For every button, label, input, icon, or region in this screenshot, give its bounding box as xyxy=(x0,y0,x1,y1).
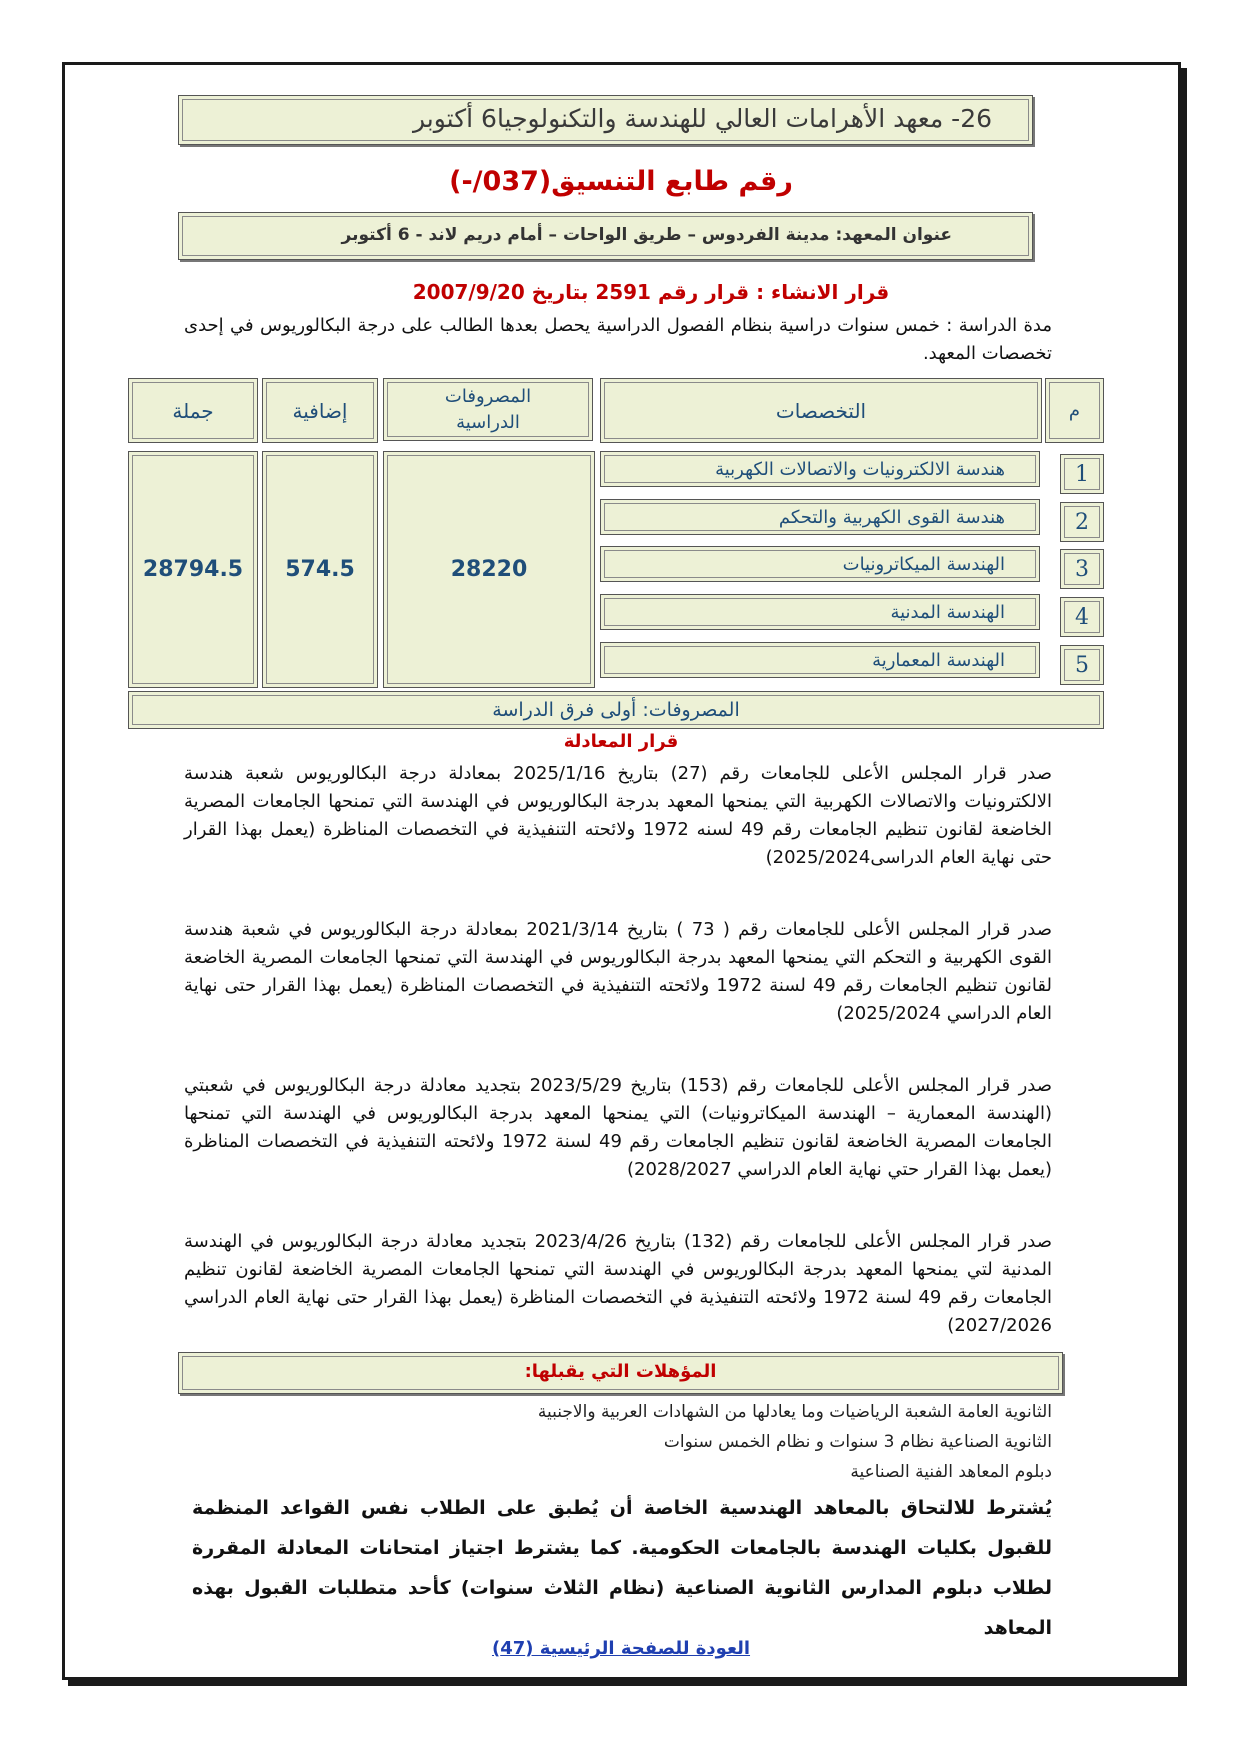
row-name-5 xyxy=(600,642,1040,678)
row-index-5 xyxy=(1060,645,1104,685)
total-value-label: 28794.5 xyxy=(142,557,244,582)
row-name-4 xyxy=(600,594,1040,630)
establishment-decree: قرار الانشاء : قرار رقم 2591 بتاريخ 2007/9/20 xyxy=(412,280,890,304)
equivalence-paragraph-4: صدر قرار المجلس الأعلى للجامعات رقم (132) بتاريخ 2023/4/26 بتجديد معادلة درجة البكالوريوس في الهندسة المدنية لتي يمنحها المعهد بدرجة البكالوريوس في الهندسة التي تمنحها الجامعات المصرية الخاضعة لقانون تنظيم الجامعات رقم 49 لسنة 1972 ولائحته التنفيذية في التخصصات المناظرة (يعمل بهذا القرار حتى نهاية العام الدراسي 2027/2026) xyxy=(184,1231,1053,1336)
header-additional xyxy=(262,378,378,443)
header-tuition-label: المصروفات الدراسية xyxy=(444,385,532,433)
row-name-label: الهندسة المعمارية xyxy=(872,649,1005,671)
header-index-label: م xyxy=(1068,400,1081,421)
row-index-3 xyxy=(1060,549,1104,589)
coordination-code: رقم طابع التنسيق(037/-) xyxy=(449,166,793,197)
study-duration: مدة الدراسة : خمس سنوات دراسية بنظام الفصول الدراسية يحصل بعدها الطالب على درجة البكالوريوس في إحدى تخصصات المعهد. xyxy=(184,315,1052,364)
row-name-2 xyxy=(600,499,1040,535)
admission-note: يُشترط للالتحاق بالمعاهد الهندسية الخاصة أن يُطبق على الطلاب نفس القواعد المنظمة للقبول بكليات الهندسة بالجامعات الحكومية. كما يشترط اجتياز امتحانات المعادلة المقررة لطلاب دبلوم المدارس الثانوية الصناعية (نظام الثلاث سنوات) كأحد متطلبات القبول بهذه المعاهد xyxy=(192,1497,1052,1639)
row-name-3 xyxy=(600,546,1040,582)
qualification-item: دبلوم المعاهد الفنية الصناعية xyxy=(850,1462,1052,1482)
equivalence-paragraph-1: صدر قرار المجلس الأعلى للجامعات رقم (27) بتاريخ 2025/1/16 بمعادلة درجة البكالوريوس شعبة هندسة الالكترونيات والاتصالات الكهربية التي يمنحها المعهد بدرجة البكالوريوس في الهندسة التي تمنحها الجامعات المصرية الخاضعة لقانون تنظيم الجامعات رقم 49 لسنه 1972 ولائحته التنفيذية في التخصصات المناظرة (يعمل بهذا القرار حتى نهاية العام الدراسى2025/2024) xyxy=(184,763,1053,868)
qualifications-box xyxy=(178,1352,1063,1394)
header-tuition xyxy=(383,378,593,441)
header-specializations xyxy=(600,378,1042,443)
address-box xyxy=(178,212,1033,260)
header-total-label: جملة xyxy=(172,398,214,423)
row-index-2 xyxy=(1060,502,1104,542)
qualifications-list xyxy=(184,1397,1052,1487)
row-name-label: هندسة القوى الكهربية والتحكم xyxy=(778,506,1005,528)
total-value xyxy=(128,451,258,688)
equivalence-paragraph-3: صدر قرار المجلس الأعلى للجامعات رقم (153) بتاريخ 2023/5/29 بتجديد معادلة درجة البكالوريوس في شعبتي (الهندسة المعمارية – الهندسة الميكاترونيات) التي يمنحها المعهد بدرجة البكالوريوس في الهندسة التي تمنحها الجامعات المصرية الخاضعة لقانون تنظيم الجامعات رقم 49 لسنة 1972 ولائحته التنفيذية في التخصصات المناظرة (يعمل بهذا القرار حتي نهاية العام الدراسي 2028/2027) xyxy=(184,1075,1052,1180)
header-additional-label: إضافية xyxy=(292,398,348,423)
additional-value-label: 574.5 xyxy=(285,557,355,582)
fees-note xyxy=(128,691,1104,729)
row-name-label: هندسة الالكترونيات والاتصالات الكهربية xyxy=(715,458,1005,480)
institute-title: 26- معهد الأهرامات العالي للهندسة والتكنولوجيا6 أكتوبر xyxy=(413,104,992,133)
tuition-value-label: 28220 xyxy=(450,557,528,582)
equivalence-heading: قرار المعادلة xyxy=(563,731,679,752)
qualifications-heading: المؤهلات التي يقبلها: xyxy=(524,1361,717,1382)
row-name-1 xyxy=(600,451,1040,487)
row-name-label: الهندسة المدنية xyxy=(890,601,1005,623)
row-index-label: 2 xyxy=(1075,509,1089,535)
row-index-label: 3 xyxy=(1075,556,1089,582)
fees-note-label: المصروفات: أولى فرق الدراسة xyxy=(492,699,740,721)
qualification-item: الثانوية الصناعية نظام 3 سنوات و نظام الخمس سنوات xyxy=(663,1432,1052,1452)
row-index-label: 4 xyxy=(1075,604,1089,630)
header-total xyxy=(128,378,258,443)
institute-address: عنوان المعهد: مدينة الفردوس – طريق الواحات – أمام دريم لاند - 6 أكتوبر xyxy=(341,225,952,245)
back-to-home-link[interactable]: العودة للصفحة الرئيسية (47) xyxy=(491,1638,751,1659)
qualification-item: الثانوية العامة الشعبة الرياضيات وما يعادلها من الشهادات العربية والاجنبية xyxy=(537,1402,1052,1422)
header-specializations-label: التخصصات xyxy=(775,398,867,423)
row-index-1 xyxy=(1060,454,1104,494)
equivalence-paragraph-2: صدر قرار المجلس الأعلى للجامعات رقم ( 73 ) بتاريخ 2021/3/14 بمعادلة درجة البكالوريوس في شعبة هندسة القوى الكهربية و التحكم التي يمنحها المعهد بدرجة البكالوريوس في الهندسة التي تمنحها الجامعات المصرية الخاضعة لقانون تنظيم الجامعات رقم 49 لسنة 1972 ولائحته التنفيذية في التخصصات المناظرة (يعمل بهذا القرار حتى نهاية العام الدراسي 2025/2024) xyxy=(184,919,1052,1024)
row-index-label: 5 xyxy=(1075,652,1089,678)
row-name-label: الهندسة الميكاترونيات xyxy=(842,553,1005,575)
tuition-value xyxy=(383,451,595,688)
institute-title-box xyxy=(178,95,1033,145)
header-index xyxy=(1045,378,1104,443)
additional-value xyxy=(262,451,378,688)
row-index-label: 1 xyxy=(1075,461,1089,487)
row-index-4 xyxy=(1060,597,1104,637)
